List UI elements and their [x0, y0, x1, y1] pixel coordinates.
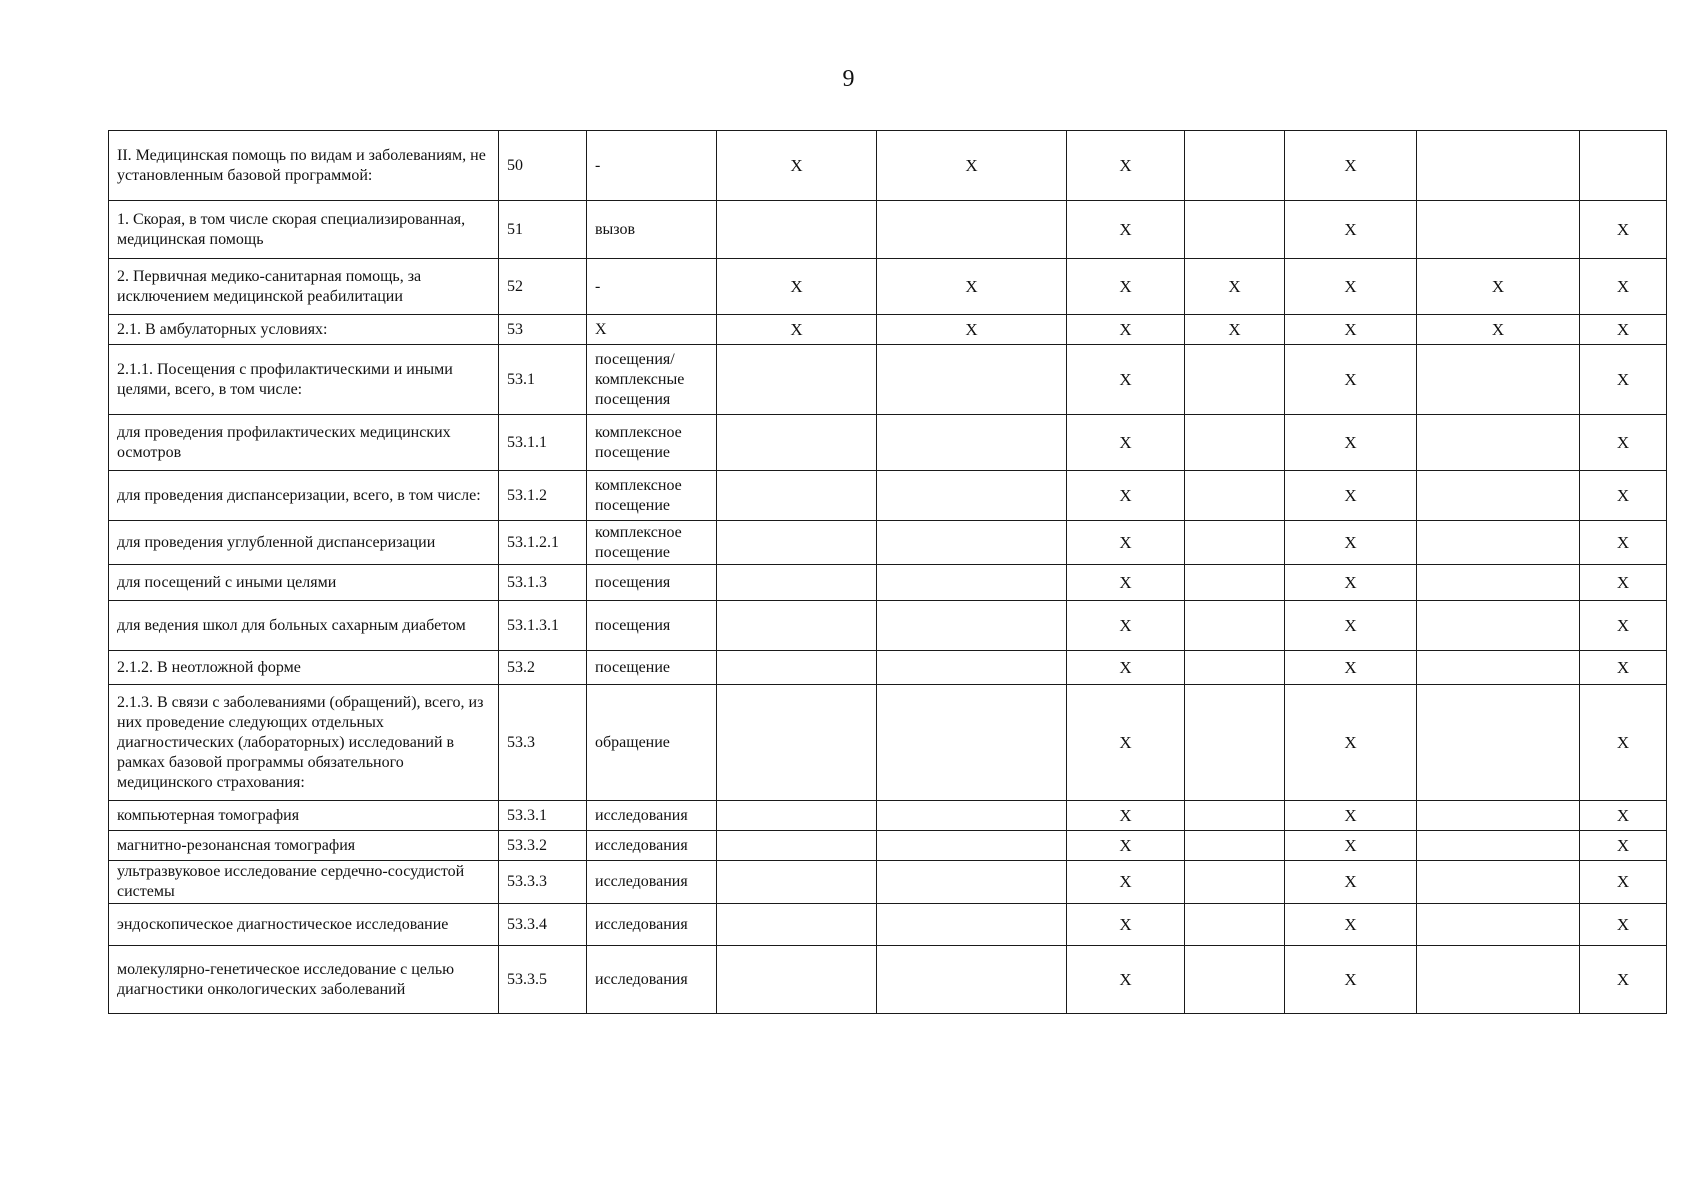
table-row — [109, 904, 1667, 946]
row-value-cell — [717, 831, 877, 861]
row-code-cell: 53.1 — [499, 345, 587, 415]
row-value-cell — [1417, 201, 1580, 259]
row-unit-cell: исследования — [587, 904, 717, 946]
row-code-cell: 53.3.1 — [499, 801, 587, 831]
row-value-cell: X — [1067, 415, 1185, 471]
row-name-cell: эндоскопическое диагностическое исследование — [109, 904, 499, 946]
row-value-cell: X — [1067, 946, 1185, 1014]
row-value-cell: X — [1580, 801, 1667, 831]
row-value-cell — [717, 904, 877, 946]
row-value-cell — [1185, 946, 1285, 1014]
row-value-cell — [877, 801, 1067, 831]
row-value-cell — [717, 565, 877, 601]
table-row — [109, 946, 1667, 1014]
row-value-cell: X — [1285, 415, 1417, 471]
row-value-cell: X — [717, 131, 877, 201]
row-value-cell — [717, 201, 877, 259]
row-code-cell: 53.1.3.1 — [499, 601, 587, 651]
row-value-cell: X — [1285, 565, 1417, 601]
row-name-cell: ультразвуковое исследование сердечно-сосудистой системы — [109, 861, 499, 904]
table-row — [109, 801, 1667, 831]
row-name-cell: магнитно-резонансная томография — [109, 831, 499, 861]
table-row — [109, 685, 1667, 801]
row-value-cell: X — [1580, 601, 1667, 651]
row-value-cell: X — [1580, 471, 1667, 521]
row-value-cell — [1185, 415, 1285, 471]
row-value-cell — [1417, 345, 1580, 415]
table-row — [109, 201, 1667, 259]
row-value-cell — [1580, 131, 1667, 201]
row-value-cell: X — [1417, 259, 1580, 315]
row-value-cell: X — [1580, 521, 1667, 565]
row-value-cell: X — [1580, 946, 1667, 1014]
row-value-cell — [877, 565, 1067, 601]
row-value-cell — [717, 471, 877, 521]
row-name-cell: II. Медицинская помощь по видам и заболеваниям, не установленным базовой программой: — [109, 131, 499, 201]
table-body — [109, 131, 1667, 1014]
row-value-cell — [1417, 415, 1580, 471]
row-unit-cell: посещения/ комплексные посещения — [587, 345, 717, 415]
row-code-cell: 53.1.2 — [499, 471, 587, 521]
row-value-cell: X — [1067, 651, 1185, 685]
row-value-cell — [717, 651, 877, 685]
row-value-cell: X — [1285, 521, 1417, 565]
row-value-cell: X — [1580, 415, 1667, 471]
row-name-cell: 2.1.3. В связи с заболеваниями (обращений), всего, из них проведение следующих отдельных диагностических (лабораторных) исследований в рамках базовой программы обязательного медицинского страхования: — [109, 685, 499, 801]
row-value-cell — [877, 861, 1067, 904]
row-value-cell: X — [877, 259, 1067, 315]
row-value-cell: X — [1067, 345, 1185, 415]
row-value-cell — [1417, 685, 1580, 801]
table-row — [109, 601, 1667, 651]
row-name-cell: 2.1. В амбулаторных условиях: — [109, 315, 499, 345]
row-value-cell: X — [1185, 259, 1285, 315]
row-value-cell — [877, 201, 1067, 259]
row-name-cell: 2.1.2. В неотложной форме — [109, 651, 499, 685]
row-value-cell — [1417, 946, 1580, 1014]
row-code-cell: 50 — [499, 131, 587, 201]
row-value-cell: X — [1580, 315, 1667, 345]
row-value-cell: X — [1580, 201, 1667, 259]
row-value-cell: X — [1285, 201, 1417, 259]
row-value-cell: X — [1285, 315, 1417, 345]
row-value-cell — [877, 471, 1067, 521]
row-value-cell: X — [1580, 259, 1667, 315]
row-unit-cell: комплексное посещение — [587, 415, 717, 471]
row-code-cell: 53 — [499, 315, 587, 345]
row-value-cell: X — [1580, 651, 1667, 685]
row-value-cell: X — [1580, 565, 1667, 601]
row-value-cell — [877, 831, 1067, 861]
row-value-cell: X — [1067, 861, 1185, 904]
row-value-cell — [1185, 201, 1285, 259]
row-value-cell: X — [1285, 861, 1417, 904]
row-value-cell — [1185, 471, 1285, 521]
row-value-cell — [717, 601, 877, 651]
table-row — [109, 565, 1667, 601]
table-row — [109, 259, 1667, 315]
row-value-cell — [1417, 131, 1580, 201]
row-value-cell — [717, 685, 877, 801]
row-name-cell: для проведения диспансеризации, всего, в том числе: — [109, 471, 499, 521]
row-value-cell — [877, 601, 1067, 651]
row-name-cell: для проведения углубленной диспансеризации — [109, 521, 499, 565]
row-value-cell — [1185, 521, 1285, 565]
row-unit-cell: исследования — [587, 801, 717, 831]
row-value-cell: X — [1185, 315, 1285, 345]
row-value-cell: X — [1285, 801, 1417, 831]
row-name-cell: 2. Первичная медико-санитарная помощь, за исключением медицинской реабилитации — [109, 259, 499, 315]
row-unit-cell: обращение — [587, 685, 717, 801]
row-value-cell: X — [1285, 471, 1417, 521]
row-value-cell: X — [1067, 471, 1185, 521]
row-value-cell: X — [1580, 904, 1667, 946]
table-row — [109, 345, 1667, 415]
row-value-cell — [1185, 601, 1285, 651]
table-row — [109, 861, 1667, 904]
row-code-cell: 52 — [499, 259, 587, 315]
row-value-cell — [717, 801, 877, 831]
row-value-cell: X — [1285, 131, 1417, 201]
row-value-cell — [877, 651, 1067, 685]
row-value-cell — [1185, 131, 1285, 201]
row-value-cell: X — [1067, 315, 1185, 345]
row-value-cell: X — [1285, 946, 1417, 1014]
row-code-cell: 51 — [499, 201, 587, 259]
row-value-cell: X — [1285, 259, 1417, 315]
row-value-cell — [1417, 801, 1580, 831]
row-unit-cell: посещения — [587, 565, 717, 601]
table-row — [109, 415, 1667, 471]
row-value-cell — [1185, 904, 1285, 946]
page-number: 9 — [842, 66, 855, 92]
row-unit-cell: - — [587, 259, 717, 315]
row-value-cell — [717, 861, 877, 904]
table-row — [109, 471, 1667, 521]
row-value-cell: X — [1067, 131, 1185, 201]
row-value-cell — [1417, 565, 1580, 601]
table-row — [109, 651, 1667, 685]
row-value-cell — [877, 685, 1067, 801]
row-name-cell: 1. Скорая, в том числе скорая специализированная, медицинская помощь — [109, 201, 499, 259]
row-code-cell: 53.3 — [499, 685, 587, 801]
row-value-cell — [717, 345, 877, 415]
row-value-cell — [1417, 831, 1580, 861]
row-value-cell — [1185, 831, 1285, 861]
row-value-cell: X — [1067, 904, 1185, 946]
row-value-cell: X — [877, 315, 1067, 345]
row-value-cell: X — [1067, 801, 1185, 831]
row-value-cell — [877, 946, 1067, 1014]
row-value-cell — [1417, 861, 1580, 904]
row-value-cell — [1417, 904, 1580, 946]
row-code-cell: 53.3.4 — [499, 904, 587, 946]
row-value-cell — [1185, 565, 1285, 601]
row-value-cell — [717, 521, 877, 565]
row-value-cell — [1417, 651, 1580, 685]
row-value-cell: X — [1580, 831, 1667, 861]
row-name-cell: 2.1.1. Посещения с профилактическими и иными целями, всего, в том числе: — [109, 345, 499, 415]
row-value-cell: X — [1285, 685, 1417, 801]
row-code-cell: 53.2 — [499, 651, 587, 685]
row-value-cell: X — [1285, 831, 1417, 861]
table-row — [109, 131, 1667, 201]
row-value-cell — [1185, 801, 1285, 831]
row-value-cell — [1417, 471, 1580, 521]
row-value-cell: X — [1067, 201, 1185, 259]
row-unit-cell: посещение — [587, 651, 717, 685]
row-value-cell: X — [877, 131, 1067, 201]
row-value-cell: X — [1285, 345, 1417, 415]
row-name-cell: для проведения профилактических медицинских осмотров — [109, 415, 499, 471]
row-unit-cell: комплексное посещение — [587, 521, 717, 565]
row-value-cell: X — [1580, 685, 1667, 801]
table-row — [109, 831, 1667, 861]
row-name-cell: для ведения школ для больных сахарным диабетом — [109, 601, 499, 651]
row-value-cell — [877, 904, 1067, 946]
row-code-cell: 53.1.1 — [499, 415, 587, 471]
row-value-cell: X — [1580, 345, 1667, 415]
row-value-cell: X — [717, 315, 877, 345]
row-value-cell: X — [717, 259, 877, 315]
row-value-cell: X — [1067, 259, 1185, 315]
row-unit-cell: вызов — [587, 201, 717, 259]
row-value-cell — [1185, 861, 1285, 904]
row-unit-cell: исследования — [587, 861, 717, 904]
row-value-cell: X — [1417, 315, 1580, 345]
row-value-cell — [1417, 521, 1580, 565]
row-value-cell — [1185, 651, 1285, 685]
row-unit-cell: X — [587, 315, 717, 345]
row-value-cell: X — [1067, 601, 1185, 651]
row-value-cell — [717, 415, 877, 471]
row-value-cell: X — [1285, 904, 1417, 946]
row-value-cell — [877, 415, 1067, 471]
row-value-cell: X — [1067, 521, 1185, 565]
row-value-cell — [877, 521, 1067, 565]
data-table — [108, 130, 1667, 1014]
row-value-cell: X — [1067, 831, 1185, 861]
row-value-cell — [1417, 601, 1580, 651]
row-name-cell: молекулярно-генетическое исследование с целью диагностики онкологических заболеваний — [109, 946, 499, 1014]
row-value-cell: X — [1067, 685, 1185, 801]
row-unit-cell: посещения — [587, 601, 717, 651]
row-name-cell: для посещений с иными целями — [109, 565, 499, 601]
row-code-cell: 53.1.2.1 — [499, 521, 587, 565]
row-unit-cell: - — [587, 131, 717, 201]
row-value-cell — [717, 946, 877, 1014]
row-unit-cell: исследования — [587, 946, 717, 1014]
row-code-cell: 53.1.3 — [499, 565, 587, 601]
row-value-cell: X — [1580, 861, 1667, 904]
table-row — [109, 521, 1667, 565]
row-code-cell: 53.3.3 — [499, 861, 587, 904]
row-code-cell: 53.3.2 — [499, 831, 587, 861]
row-code-cell: 53.3.5 — [499, 946, 587, 1014]
table-row — [109, 315, 1667, 345]
row-value-cell: X — [1285, 651, 1417, 685]
row-value-cell — [1185, 685, 1285, 801]
row-name-cell: компьютерная томография — [109, 801, 499, 831]
row-unit-cell: комплексное посещение — [587, 471, 717, 521]
row-unit-cell: исследования — [587, 831, 717, 861]
row-value-cell — [1185, 345, 1285, 415]
row-value-cell: X — [1067, 565, 1185, 601]
row-value-cell — [877, 345, 1067, 415]
row-value-cell: X — [1285, 601, 1417, 651]
